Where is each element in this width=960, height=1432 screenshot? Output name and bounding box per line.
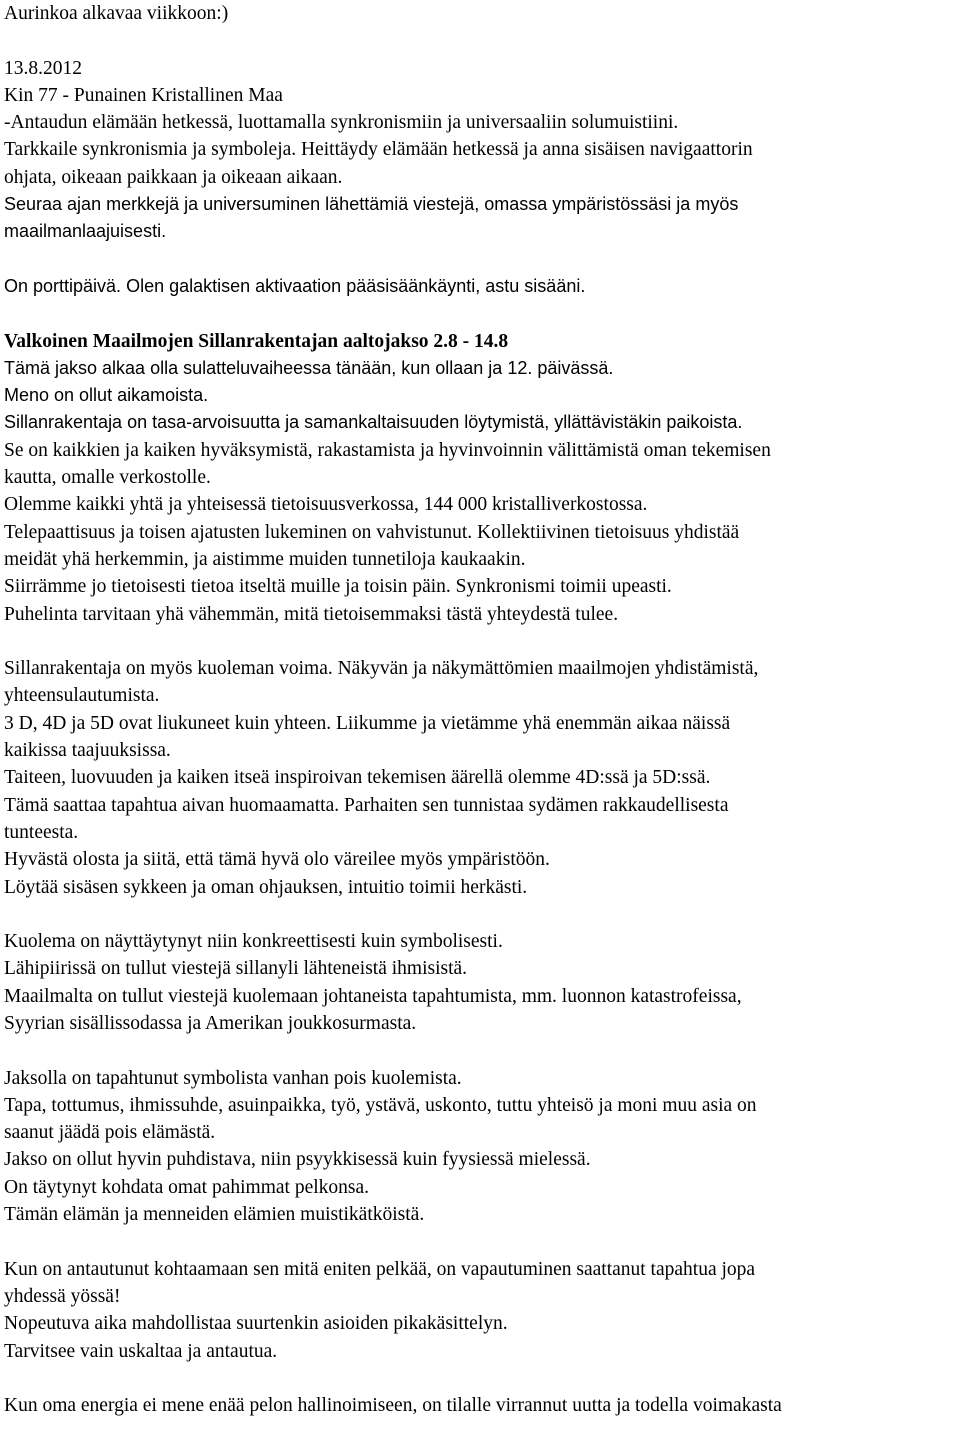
text-line: Seuraa ajan merkkejä ja universuminen lähettämiä viestejä, omassa ympäristössäsi ja myös xyxy=(4,194,739,215)
text-line: Löytää sisäsen sykkeen ja oman ohjauksen, intuitio toimii herkästi. xyxy=(4,876,528,898)
text-line: Meno on ollut aikamoista. xyxy=(4,385,209,406)
text-line: meidät yhä herkemmin, ja aistimme muiden tunnetiloja kaukaakin. xyxy=(4,548,526,570)
text-line: 3 D, 4D ja 5D ovat liukuneet kuin yhteen. Liikumme ja vietämme yhä enemmän aikaa näissä xyxy=(4,712,731,734)
text-line: kautta, omalle verkostolle. xyxy=(4,467,211,489)
text-line: Tarvitsee vain uskaltaa ja antautua. xyxy=(4,1340,278,1362)
blank-line xyxy=(4,628,956,655)
text-line: Kun on antautunut kohtaamaan sen mitä eniten pelkää, on vapautuminen saattanut tapahtua jopa xyxy=(4,1258,756,1280)
text-line: Tämä saattaa tapahtua aivan huomaamatta. Parhaiten sen tunnistaa sydämen rakkaudellisesta xyxy=(4,794,729,816)
text-line: saanut jäädä pois elämästä. xyxy=(4,1122,216,1144)
kin-title: Kin 77 - Punainen Kristallinen Maa xyxy=(4,84,283,106)
text-line: Tämä jakso alkaa olla sulatteluvaiheessa tänään, kun ollaan ja 12. päivässä. xyxy=(4,357,614,378)
text-line: yhteensulautumista. xyxy=(4,685,160,707)
text-line: kaikissa taajuuksissa. xyxy=(4,740,171,762)
text-line: Jakso on ollut hyvin puhdistava, niin psyykkisessä kuin fyysiessä mielessä. xyxy=(4,1149,591,1171)
text-line: Olemme kaikki yhtä ja yhteisessä tietoisuusverkossa, 144 000 kristalliverkostossa. xyxy=(4,494,648,516)
blank-line xyxy=(4,246,956,273)
text-line: Sillanrakentaja on myös kuoleman voima. Näkyvän ja näkymättömien maailmojen yhdistämistä, xyxy=(4,658,759,680)
text-line: Taiteen, luovuuden ja kaiken itseä inspiroivan tekemisen äärellä olemme 4D:ssä ja 5D:ssä. xyxy=(4,767,711,789)
text-line: On täytynyt kohdata omat pahimmat pelkonsa. xyxy=(4,1176,370,1198)
wavespell-heading: Valkoinen Maailmojen Sillanrakentajan aaltojakso 2.8 - 14.8 xyxy=(4,330,509,352)
text-line: Tämän elämän ja menneiden elämien muistikätköistä. xyxy=(4,1204,425,1226)
text-line: Telepaattisuus ja toisen ajatusten lukeminen on vahvistunut. Kollektiivinen tietoisuus yhdistää xyxy=(4,521,740,543)
text-line: Lähipiirissä on tullut viestejä sillanyli lähteneistä ihmisistä. xyxy=(4,958,468,980)
greeting-line: Aurinkoa alkavaa viikkoon:) xyxy=(4,3,229,24)
blank-line xyxy=(4,1228,956,1255)
text-line: ohjata, oikeaan paikkaan ja oikeaan aikaan. xyxy=(4,166,343,188)
text-line: Kuolema on näyttäytynyt niin konkreettisesti kuin symbolisesti. xyxy=(4,931,503,953)
text-line: maailmanlaajuisesti. xyxy=(4,221,167,242)
text-line: yhdessä yössä! xyxy=(4,1285,121,1307)
text-line: Tarkkaile synkronismia ja symboleja. Heittäydy elämään hetkessä ja anna sisäisen navigaattorin xyxy=(4,139,753,161)
blank-line xyxy=(4,901,956,928)
blank-line xyxy=(4,1037,956,1064)
date-line: 13.8.2012 xyxy=(4,57,82,79)
text-line: Nopeutuva aika mahdollistaa suurtenkin asioiden pikakäsittelyn. xyxy=(4,1313,508,1335)
blank-line xyxy=(4,300,956,327)
text-line: tunteesta. xyxy=(4,821,79,843)
text-line: Puhelinta tarvitaan yhä vähemmän, mitä tietoisemmaksi tästä yhteydestä tulee. xyxy=(4,603,619,625)
text-line: Jaksolla on tapahtunut symbolista vanhan pois kuolemista. xyxy=(4,1067,462,1089)
portal-day-line: On porttipäivä. Olen galaktisen aktivaation pääsisäänkäynti, astu sisääni. xyxy=(4,275,586,296)
text-line: -Antaudun elämään hetkessä, luottamalla synkronismiin ja universaaliin solumuistiini. xyxy=(4,112,679,134)
blank-line xyxy=(4,1365,956,1392)
text-line: Siirrämme jo tietoisesti tietoa itseltä muille ja toisin päin. Synkronismi toimii upeasti. xyxy=(4,576,672,598)
text-line: Syyrian sisällissodassa ja Amerikan joukkosurmasta. xyxy=(4,1012,417,1034)
text-line: Tapa, tottumus, ihmissuhde, asuinpaikka, työ, ystävä, uskonto, tuttu yhteisö ja moni muu asia on xyxy=(4,1094,757,1116)
text-line: Se on kaikkien ja kaiken hyväksymistä, rakastamista ja hyvinvoinnin välittämistä oman tekemisen xyxy=(4,439,771,461)
text-line: Kun oma energia ei mene enää pelon hallinoimiseen, on tilalle virrannut uutta ja todella voimakasta xyxy=(4,1395,782,1417)
text-line: Sillanrakentaja on tasa-arvoisuutta ja samankaltaisuuden löytymistä, yllättävistäkin paikoista. xyxy=(4,412,743,433)
blank-line xyxy=(4,27,956,54)
text-line: Hyvästä olosta ja siitä, että tämä hyvä olo väreilee myös ympäristöön. xyxy=(4,849,550,871)
text-line: Maailmalta on tullut viestejä kuolemaan johtaneista tapahtumista, mm. luonnon katastrofeissa, xyxy=(4,985,742,1007)
document-body xyxy=(4,0,956,1419)
